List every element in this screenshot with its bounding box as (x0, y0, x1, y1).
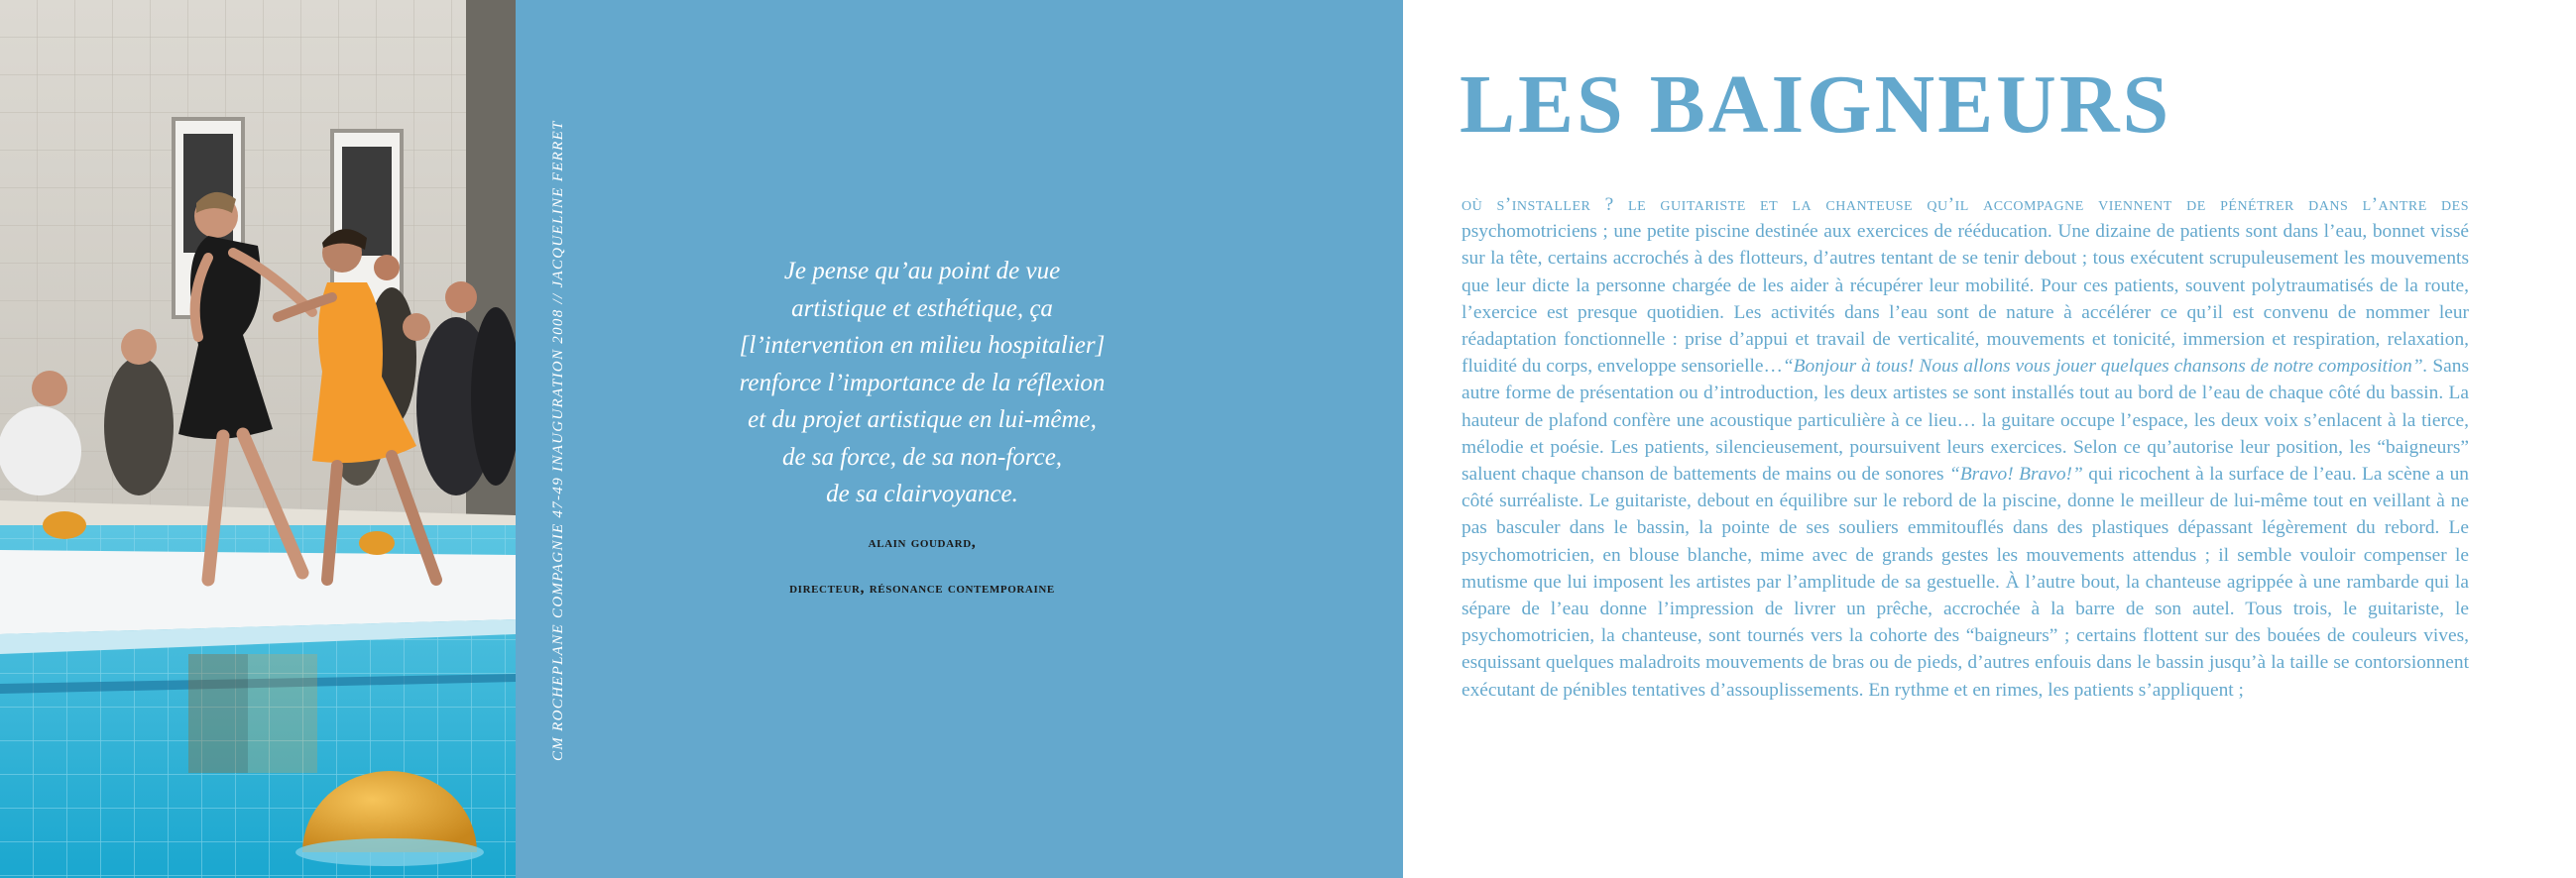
quote-line: Je pense qu’au point de vue (783, 258, 1061, 284)
quote-block (694, 253, 1150, 599)
article-title: LES BAIGNEURS (1460, 58, 2172, 151)
article-paragraph: qui ricochent à la surface de l’eau. La scène a un côté surréaliste. Le guitariste, debout en équilibre sur le rebord de la piscine, donne le meilleur de lui-même tout en veillant à ne pas basculer dans le bassin, la pointe de ses souliers emmitouflés dans des plastiques dépassant légèrement du rebord. Le psychomotricien, en blouse blanche, mime avec de grands gestes les mouvements attendus ; il semble vouloir compenser le mutisme que lui imposent les artistes par l’amplitude de sa gestuelle. À l’autre bout, la chanteuse agrippée à une rambarde qui la sépare de l’eau donne l’impression de livrer un prêche, accrochée à la barre de son autel. Tous trois, le guitariste, le psychomotricien, la chanteuse, sont tournés vers la cohorte des “baigneurs” ; certains flottent sur des bouées de couleurs vives, esquissant quelques maladroits mouvements de bras ou de pieds, d’autres enfouis dans le bassin jusqu’à la taille se contorsionnent exécutant de pénibles tentatives d’assouplissements. En rythme et en rimes, les patients s’appliquent ; (1462, 464, 2469, 701)
quote-line: artistique et esthétique, ça (791, 294, 1053, 322)
quote-line: de sa clairvoyance. (826, 481, 1018, 507)
quote-author: alain goudard, (868, 533, 977, 551)
quote-line: et du projet artistique en lui-même, (748, 406, 1097, 433)
pull-quote (694, 253, 1150, 513)
article-lead: où s’installer ? le guitariste et la chanteuse qu’il accompagne viennent de pénétrer dans l’antre des (1462, 194, 2469, 215)
dancers-pool-photo (0, 0, 516, 878)
quote-line: renforce l’importance de la réflexion (739, 369, 1106, 396)
spine-caption: CM ROCHEPLANE COMPAGNIE 47-49 INAUGURATION 2008 // JACQUELINE FERRET (550, 120, 566, 761)
article-quote: “Bonjour à tous! Nous allons vous jouer quelques chansons de notre composition”. (1782, 356, 2428, 378)
article-paragraph: psychomotriciens ; une petite piscine destinée aux exercices de rééducation. Une dizaine de patients sont dans l’eau, bonnet vissé sur la tête, certains accrochés à des flotteurs, d’autres tentant de se tenir debout ; tous exécutent scrupuleusement les mouvements que leur dicte la personne chargée de les aider à récupérer leur mobilité. Pour ces patients, souvent polytraumatisés de la route, l’exercice est presque quotidien. Les activités dans l’eau sont de nature à accélérer ce qu’il est convenu de nommer leur réadaptation fonctionnelle : prise d’appui et travail de verticalité, mouvements et tonicité, immersion et respiration, relaxation, fluidité du corps, enveloppe sensorielle… (1462, 221, 2469, 378)
quote-author-role: directeur, résonance contemporaine (789, 579, 1055, 597)
quote-line: de sa force, de sa non-force, (781, 443, 1063, 471)
quote-line: [l’intervention en milieu hospitalier] (739, 332, 1106, 359)
pool-scene-illustration (0, 0, 516, 878)
article-paragraph: Sans autre forme de présentation ou d’introduction, les deux artistes se sont installés tout au bord de l’eau de chaque côté du bassin. La hauteur de plafond confère une acoustique particulière à ce lieu… la guitare occupe l’espace, les deux voix s’enlacent à la tierce, mélodie et poésie. Les patients, silencieusement, poursuivent leurs exercices. Selon ce qu’autorise leur position, les “baigneurs” saluent chaque chanson de battements de mains ou de sonores (1462, 356, 2470, 486)
article-quote: “Bravo! Bravo!” (1949, 464, 2083, 486)
article-body (1462, 191, 2469, 704)
